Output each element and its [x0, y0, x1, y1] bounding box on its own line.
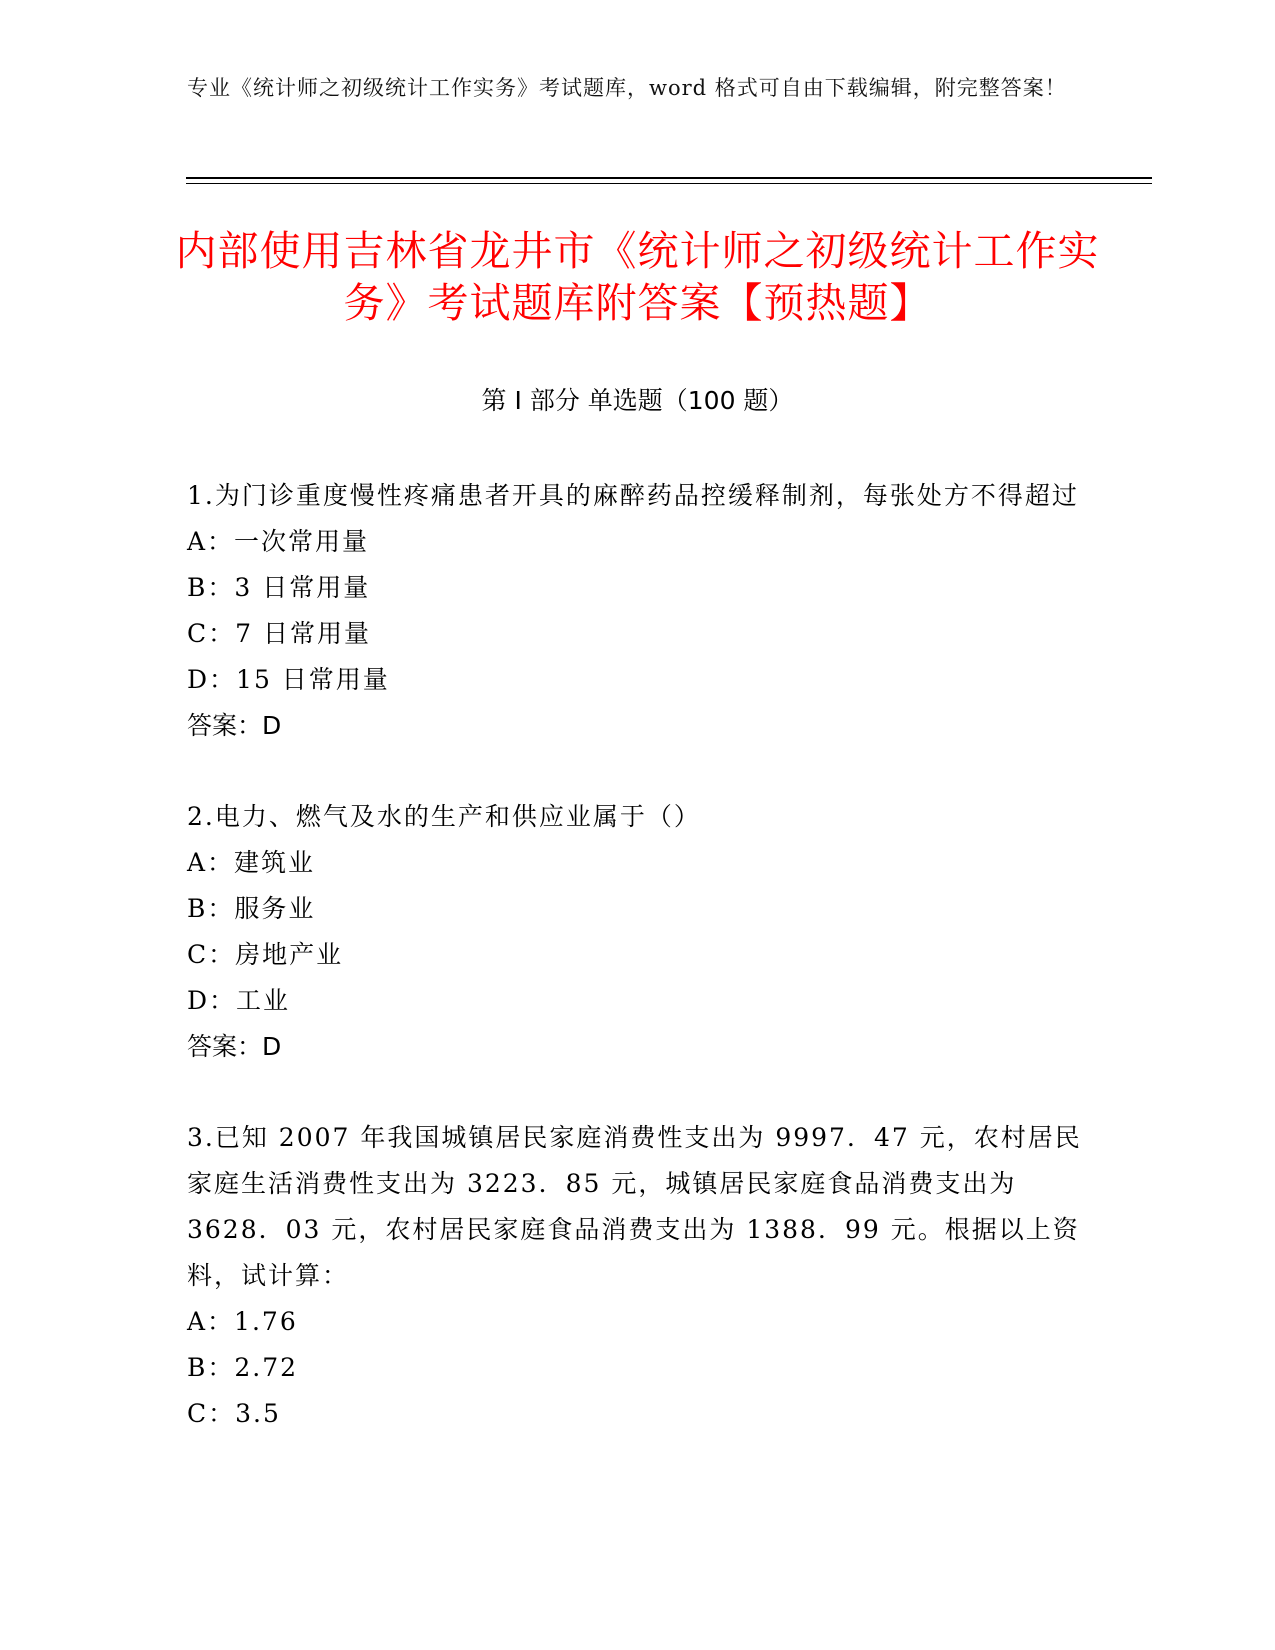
option-a: A：建筑业 [187, 848, 316, 877]
question-2 [187, 794, 1087, 1070]
option-c: C：房地产业 [187, 940, 344, 969]
question-stem: 1.为门诊重度慢性疼痛患者开具的麻醉药品控缓释制剂，每张处方不得超过 [187, 481, 1079, 510]
header-divider-thin [186, 183, 1152, 184]
option-b: B：3 日常用量 [187, 573, 371, 602]
section-heading: 第 I 部分 单选题（100 题） [481, 386, 794, 415]
option-b: B：2.72 [187, 1353, 299, 1382]
question-stem: 2.电力、燃气及水的生产和供应业属于（） [187, 802, 701, 831]
answer: 答案：D [187, 711, 282, 740]
option-d: D：工业 [187, 986, 291, 1015]
option-c: C：3.5 [187, 1399, 281, 1428]
question-list [187, 473, 1087, 1482]
option-d: D：15 日常用量 [187, 665, 390, 694]
option-b: B：服务业 [187, 894, 316, 923]
option-a: A：1.76 [187, 1307, 298, 1336]
option-a: A：一次常用量 [187, 527, 370, 556]
answer: 答案：D [187, 1032, 282, 1061]
question-3 [187, 1115, 1087, 1437]
header-note: 专业《统计师之初级统计工作实务》考试题库，word 格式可自由下载编辑，附完整答案！ [187, 76, 1067, 100]
option-c: C：7 日常用量 [187, 619, 371, 648]
header-divider-thick [186, 177, 1152, 179]
question-stem: 3.已知 2007 年我国城镇居民家庭消费性支出为 9997．47 元，农村居民家庭生活消费性支出为 3223．85 元，城镇居民家庭食品消费支出为 3628．03 元，农村居民家庭食品消费支出为 1388．99 元。根据以上资料，试计算： [187, 1123, 1082, 1290]
question-1 [187, 473, 1087, 749]
document-title: 内部使用吉林省龙井市《统计师之初级统计工作实务》考试题库附答案【预热题】 [175, 227, 1100, 327]
